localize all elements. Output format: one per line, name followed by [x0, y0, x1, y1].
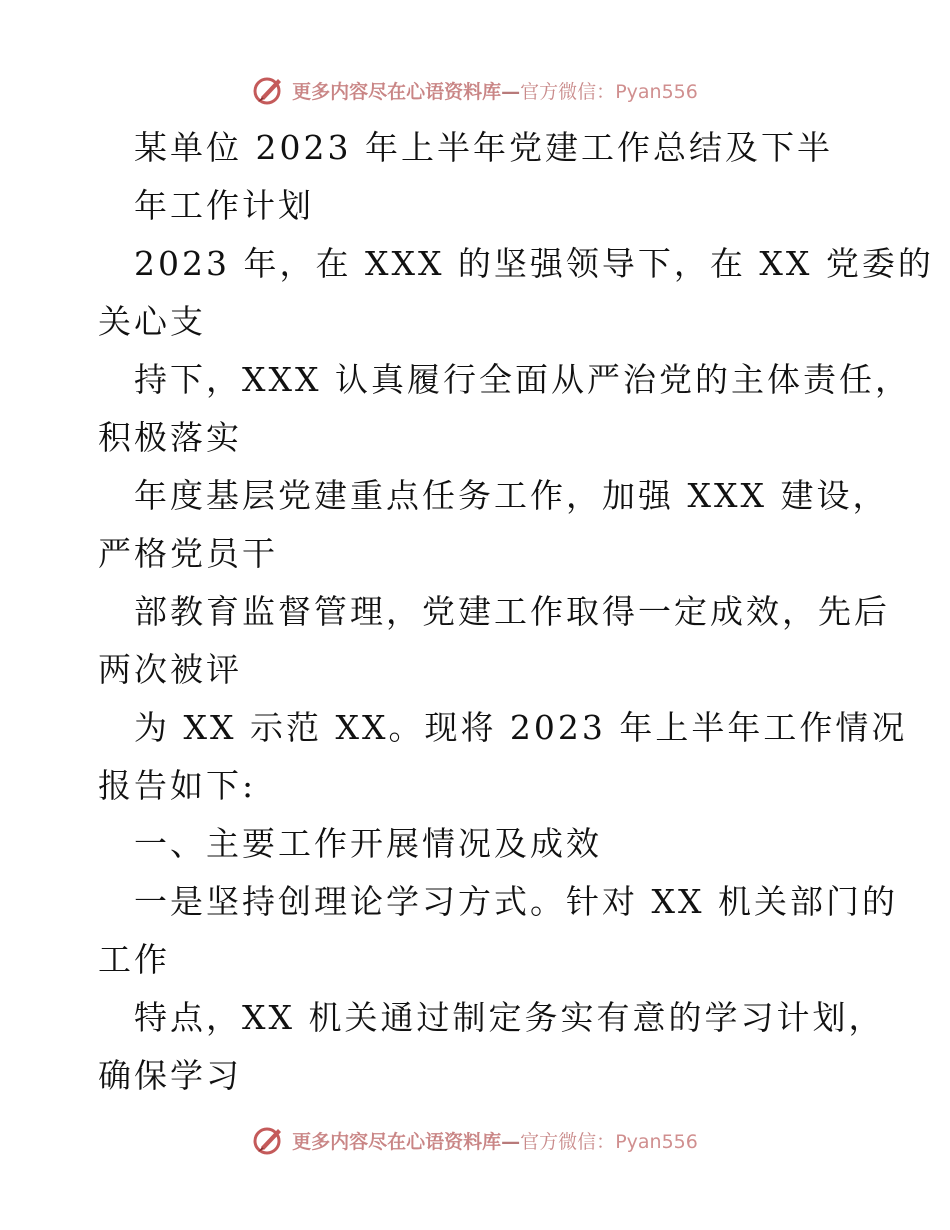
- banner-site-name: 更多内容尽在心语资料库: [292, 80, 502, 103]
- banner-text: [292, 77, 698, 104]
- doc-line: 一是坚持创理论学习方式。针对 XX 机关部门的: [134, 882, 898, 921]
- banner-text: [292, 1127, 698, 1154]
- doc-line: 持下，XXX 认真履行全面从严治党的主体责任，: [134, 360, 911, 399]
- quill-pen-icon: [252, 73, 286, 107]
- banner-dash: —: [501, 80, 521, 103]
- doc-line: 为 XX 示范 XX。现将 2023 年上半年工作情况: [134, 708, 908, 747]
- doc-line: 严格党员干: [98, 534, 278, 573]
- doc-line: 关心支: [98, 302, 206, 341]
- doc-line: 2023 年，在 XXX 的坚强领导下，在 XX 党委的: [134, 244, 934, 283]
- doc-line: 特点，XX 机关通过制定务实有意的学习计划，: [134, 998, 885, 1037]
- doc-line: 工作: [98, 940, 170, 979]
- header-watermark-banner: [0, 68, 950, 112]
- doc-line: 报告如下:: [98, 766, 257, 805]
- banner-wechat-label: 官方微信：: [520, 1130, 616, 1153]
- doc-line: 年度基层党建重点任务工作，加强 XXX 建设，: [134, 476, 889, 515]
- banner-account: Pyan556: [615, 1130, 698, 1153]
- banner-account: Pyan556: [615, 80, 698, 103]
- doc-title-line-2: 年工作计划: [134, 186, 314, 225]
- banner-wechat-label: 官方微信：: [520, 80, 616, 103]
- doc-line: 部教育监督管理，党建工作取得一定成效，先后: [134, 592, 890, 631]
- doc-line: 积极落实: [98, 418, 242, 457]
- banner-dash: —: [501, 1130, 521, 1153]
- banner-site-name: 更多内容尽在心语资料库: [292, 1130, 502, 1153]
- footer-watermark-banner: [0, 1118, 950, 1162]
- doc-section-heading: 一、主要工作开展情况及成效: [134, 824, 602, 863]
- doc-title-line-1: 某单位 2023 年上半年党建工作总结及下半: [134, 128, 833, 167]
- doc-line: 确保学习: [98, 1056, 242, 1095]
- quill-pen-icon: [252, 1123, 286, 1157]
- doc-line: 两次被评: [98, 650, 242, 689]
